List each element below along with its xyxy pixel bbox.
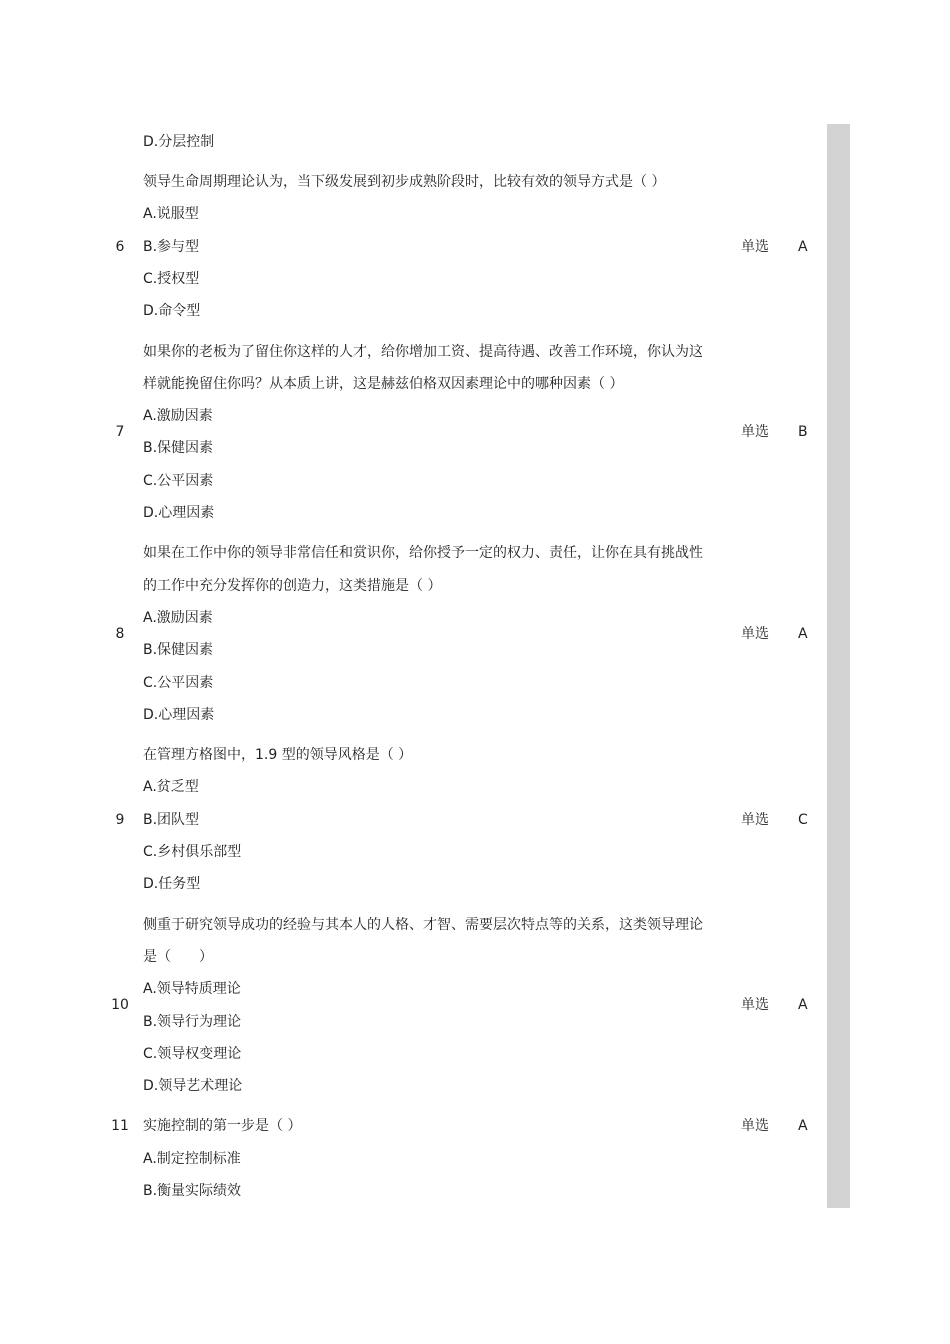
question-answer: A xyxy=(798,626,808,642)
question-text: 实施控制的第一步是（ ） xyxy=(143,1118,302,1135)
option-item: C.领导权变理论 xyxy=(143,1045,242,1062)
option-item: B.保健因素 xyxy=(143,440,214,457)
question-text: 在管理方格图中，1.9 型的领导风格是（ ） xyxy=(143,747,413,764)
question-text: 如果你的老板为了留住你这样的人才，给你增加工资、提高待遇、改善工作环境，你认为这 xyxy=(143,343,703,360)
option-item: C.乡村俱乐部型 xyxy=(143,844,242,860)
question-answer: A xyxy=(798,1118,808,1135)
question-text: 样就能挽留住你吗？从本质上讲，这是赫兹伯格双因素理论中的哪种因素（ ） xyxy=(143,375,624,392)
question-answer: A xyxy=(798,238,808,255)
option-item: D.任务型 xyxy=(143,876,201,893)
option-item: D.命令型 xyxy=(143,303,201,320)
question-text: 是（ ） xyxy=(143,948,213,965)
question-text: 侧重于研究领导成功的经验与其本人的人格、才智、需要层次特点等的关系，这类领导理论 xyxy=(143,916,703,933)
question-text: 领导生命周期理论认为，当下级发展到初步成熟阶段时，比较有效的领导方式是（ ） xyxy=(143,174,666,190)
option-item: C.公平因素 xyxy=(143,674,214,691)
question-number: 11 xyxy=(111,1118,129,1135)
option-item: B.团队型 xyxy=(143,811,200,828)
option-item: B.参与型 xyxy=(143,238,200,255)
option-item: A.制定控制标准 xyxy=(143,1150,241,1167)
question-text: 如果在工作中你的领导非常信任和赏识你，给你授予一定的权力、责任，让你在具有挑战性 xyxy=(143,545,703,562)
question-type: 单选 xyxy=(741,811,769,828)
question-type: 单选 xyxy=(741,626,769,642)
question-answer: A xyxy=(798,997,808,1014)
option-item: D.心理因素 xyxy=(143,505,215,521)
option-item: B.领导行为理论 xyxy=(143,1013,242,1030)
question-number: 8 xyxy=(115,626,125,642)
question-number: 9 xyxy=(115,811,125,828)
leading-option: D.分层控制 xyxy=(143,134,215,150)
question-number: 7 xyxy=(115,424,125,441)
question-type: 单选 xyxy=(741,997,769,1014)
option-item: A.贫乏型 xyxy=(143,779,199,796)
question-answer: B xyxy=(798,424,808,441)
gray-sidebar-strip xyxy=(827,124,850,1208)
option-item: A.激励因素 xyxy=(143,408,213,425)
option-item: A.领导特质理论 xyxy=(143,981,241,998)
question-text: 的工作中充分发挥你的创造力，这类措施是（ ） xyxy=(143,577,442,594)
option-item: C.授权型 xyxy=(143,270,200,287)
question-type: 单选 xyxy=(741,238,769,255)
question-answer: C xyxy=(798,811,808,828)
option-item: A.说服型 xyxy=(143,206,199,223)
question-type: 单选 xyxy=(741,424,769,441)
option-item: C.公平因素 xyxy=(143,472,214,489)
question-number: 10 xyxy=(111,997,129,1014)
option-item: B.保健因素 xyxy=(143,642,214,659)
option-item: B.衡量实际绩效 xyxy=(143,1183,242,1199)
question-number: 6 xyxy=(115,238,125,255)
option-item: D.领导艺术理论 xyxy=(143,1078,243,1095)
option-item: D.心理因素 xyxy=(143,706,215,723)
question-type: 单选 xyxy=(741,1118,769,1135)
option-item: A.激励因素 xyxy=(143,609,213,626)
